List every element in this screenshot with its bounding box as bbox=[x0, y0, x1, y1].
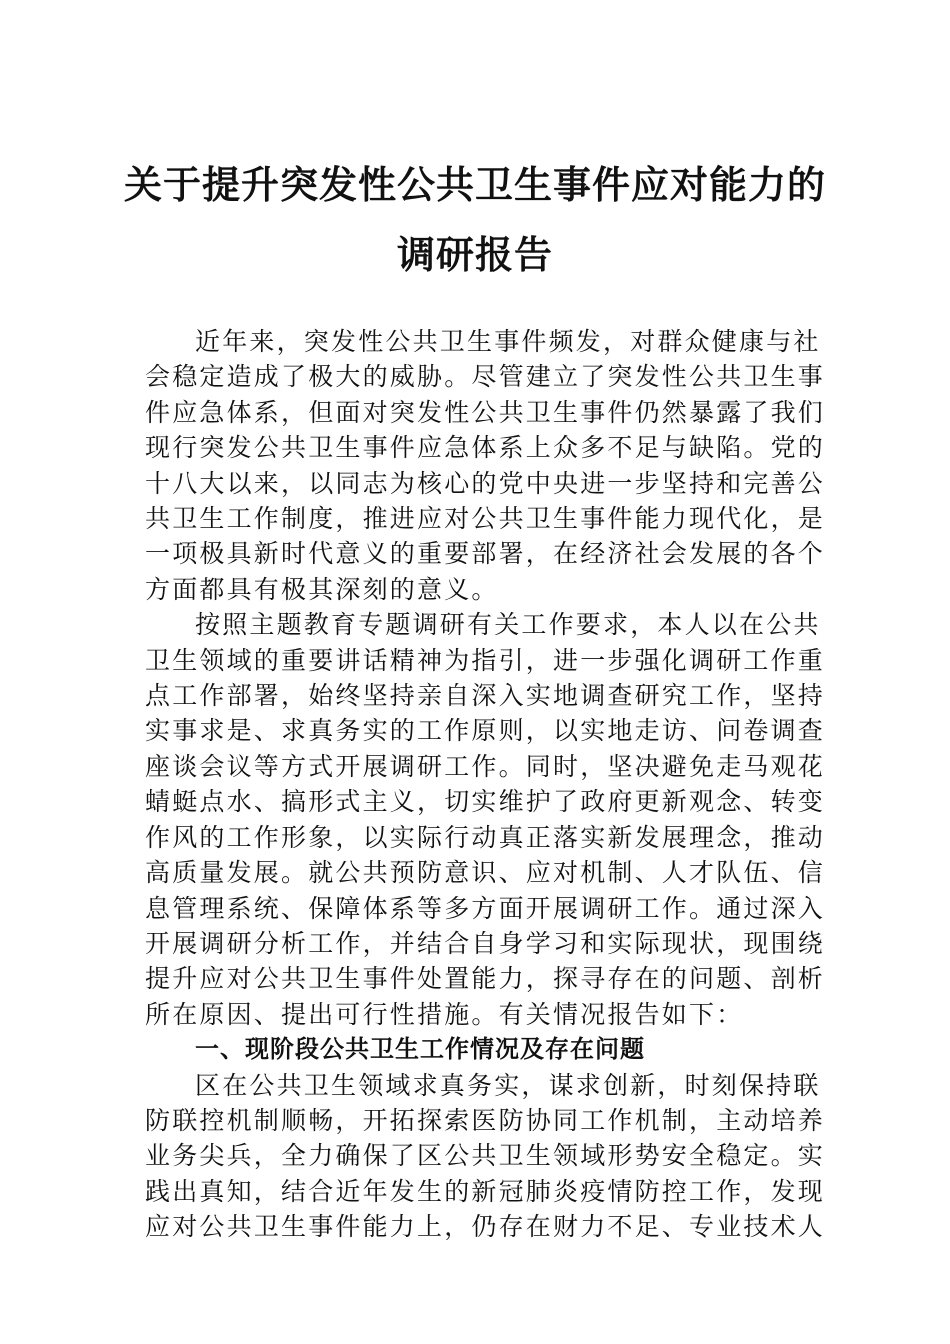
paragraph-status bbox=[145, 1068, 826, 1245]
paragraph-method bbox=[145, 607, 826, 1032]
paragraph-intro bbox=[145, 324, 826, 607]
text-line: 十八大以来，以同志为核心的党中央进一步坚持和完善公 bbox=[145, 468, 826, 498]
text-line: 所在原因、提出可行性措施。有关情况报告如下： bbox=[145, 999, 744, 1029]
text-line: 件应急体系，但面对突发性公共卫生事件仍然暴露了我们 bbox=[145, 397, 826, 427]
text-line: 近年来，突发性公共卫生事件频发，对群众健康与社 bbox=[195, 327, 821, 356]
text-line: 一项极具新时代意义的重要部署，在经济社会发展的各个 bbox=[145, 539, 826, 569]
text-line: 开展调研分析工作，并结合自身学习和实际现状，现围绕 bbox=[145, 928, 826, 958]
text-line: 提升应对公共卫生事件处置能力，探寻存在的问题、剖析 bbox=[145, 964, 826, 994]
section-heading-1: 一、现阶段公共卫生工作情况及存在问题 bbox=[195, 1035, 645, 1064]
text-line: 现行突发公共卫生事件应急体系上众多不足与缺陷。党的 bbox=[145, 433, 826, 463]
document-title-line-2: 调研报告 bbox=[396, 232, 553, 277]
text-line: 方面都具有极其深刻的意义。 bbox=[145, 574, 499, 604]
document-title-line-1: 关于提升突发性公共卫生事件应对能力的 bbox=[123, 162, 826, 207]
document-body bbox=[145, 324, 826, 1245]
text-line: 座谈会议等方式开展调研工作。同时，坚决避免走马观花 bbox=[145, 751, 826, 781]
text-line: 点工作部署，始终坚持亲自深入实地调查研究工作，坚持 bbox=[145, 681, 826, 711]
text-line: 实事求是、求真务实的工作原则，以实地走访、问卷调查 bbox=[145, 716, 826, 746]
text-line: 区在公共卫生领域求真务实，谋求创新，时刻保持联 bbox=[195, 1070, 821, 1100]
text-line: 蜻蜓点水、搞形式主义，切实维护了政府更新观念、转变 bbox=[145, 787, 826, 817]
text-line: 业务尖兵，全力确保了区公共卫生领域形势安全稳定。实 bbox=[145, 1141, 826, 1171]
text-line: 践出真知，结合近年发生的新冠肺炎疫情防控工作，发现 bbox=[145, 1176, 826, 1206]
text-line: 防联控机制顺畅，开拓探索医防协同工作机制，主动培养 bbox=[145, 1105, 826, 1135]
text-line: 会稳定造成了极大的威胁。尽管建立了突发性公共卫生事 bbox=[145, 362, 826, 392]
text-line: 应对公共卫生事件能力上，仍存在财力不足、专业技术人 bbox=[145, 1212, 826, 1242]
text-line: 卫生领域的重要讲话精神为指引，进一步强化调研工作重 bbox=[145, 645, 826, 675]
text-line: 共卫生工作制度，推进应对公共卫生事件能力现代化，是 bbox=[145, 504, 826, 534]
text-line: 作风的工作形象，以实际行动真正落实新发展理念，推动 bbox=[145, 822, 826, 852]
text-line: 息管理系统、保障体系等多方面开展调研工作。通过深入 bbox=[145, 893, 826, 923]
text-line: 按照主题教育专题调研有关工作要求，本人以在公共 bbox=[195, 610, 821, 640]
text-line: 高质量发展。就公共预防意识、应对机制、人才队伍、信 bbox=[145, 858, 826, 888]
